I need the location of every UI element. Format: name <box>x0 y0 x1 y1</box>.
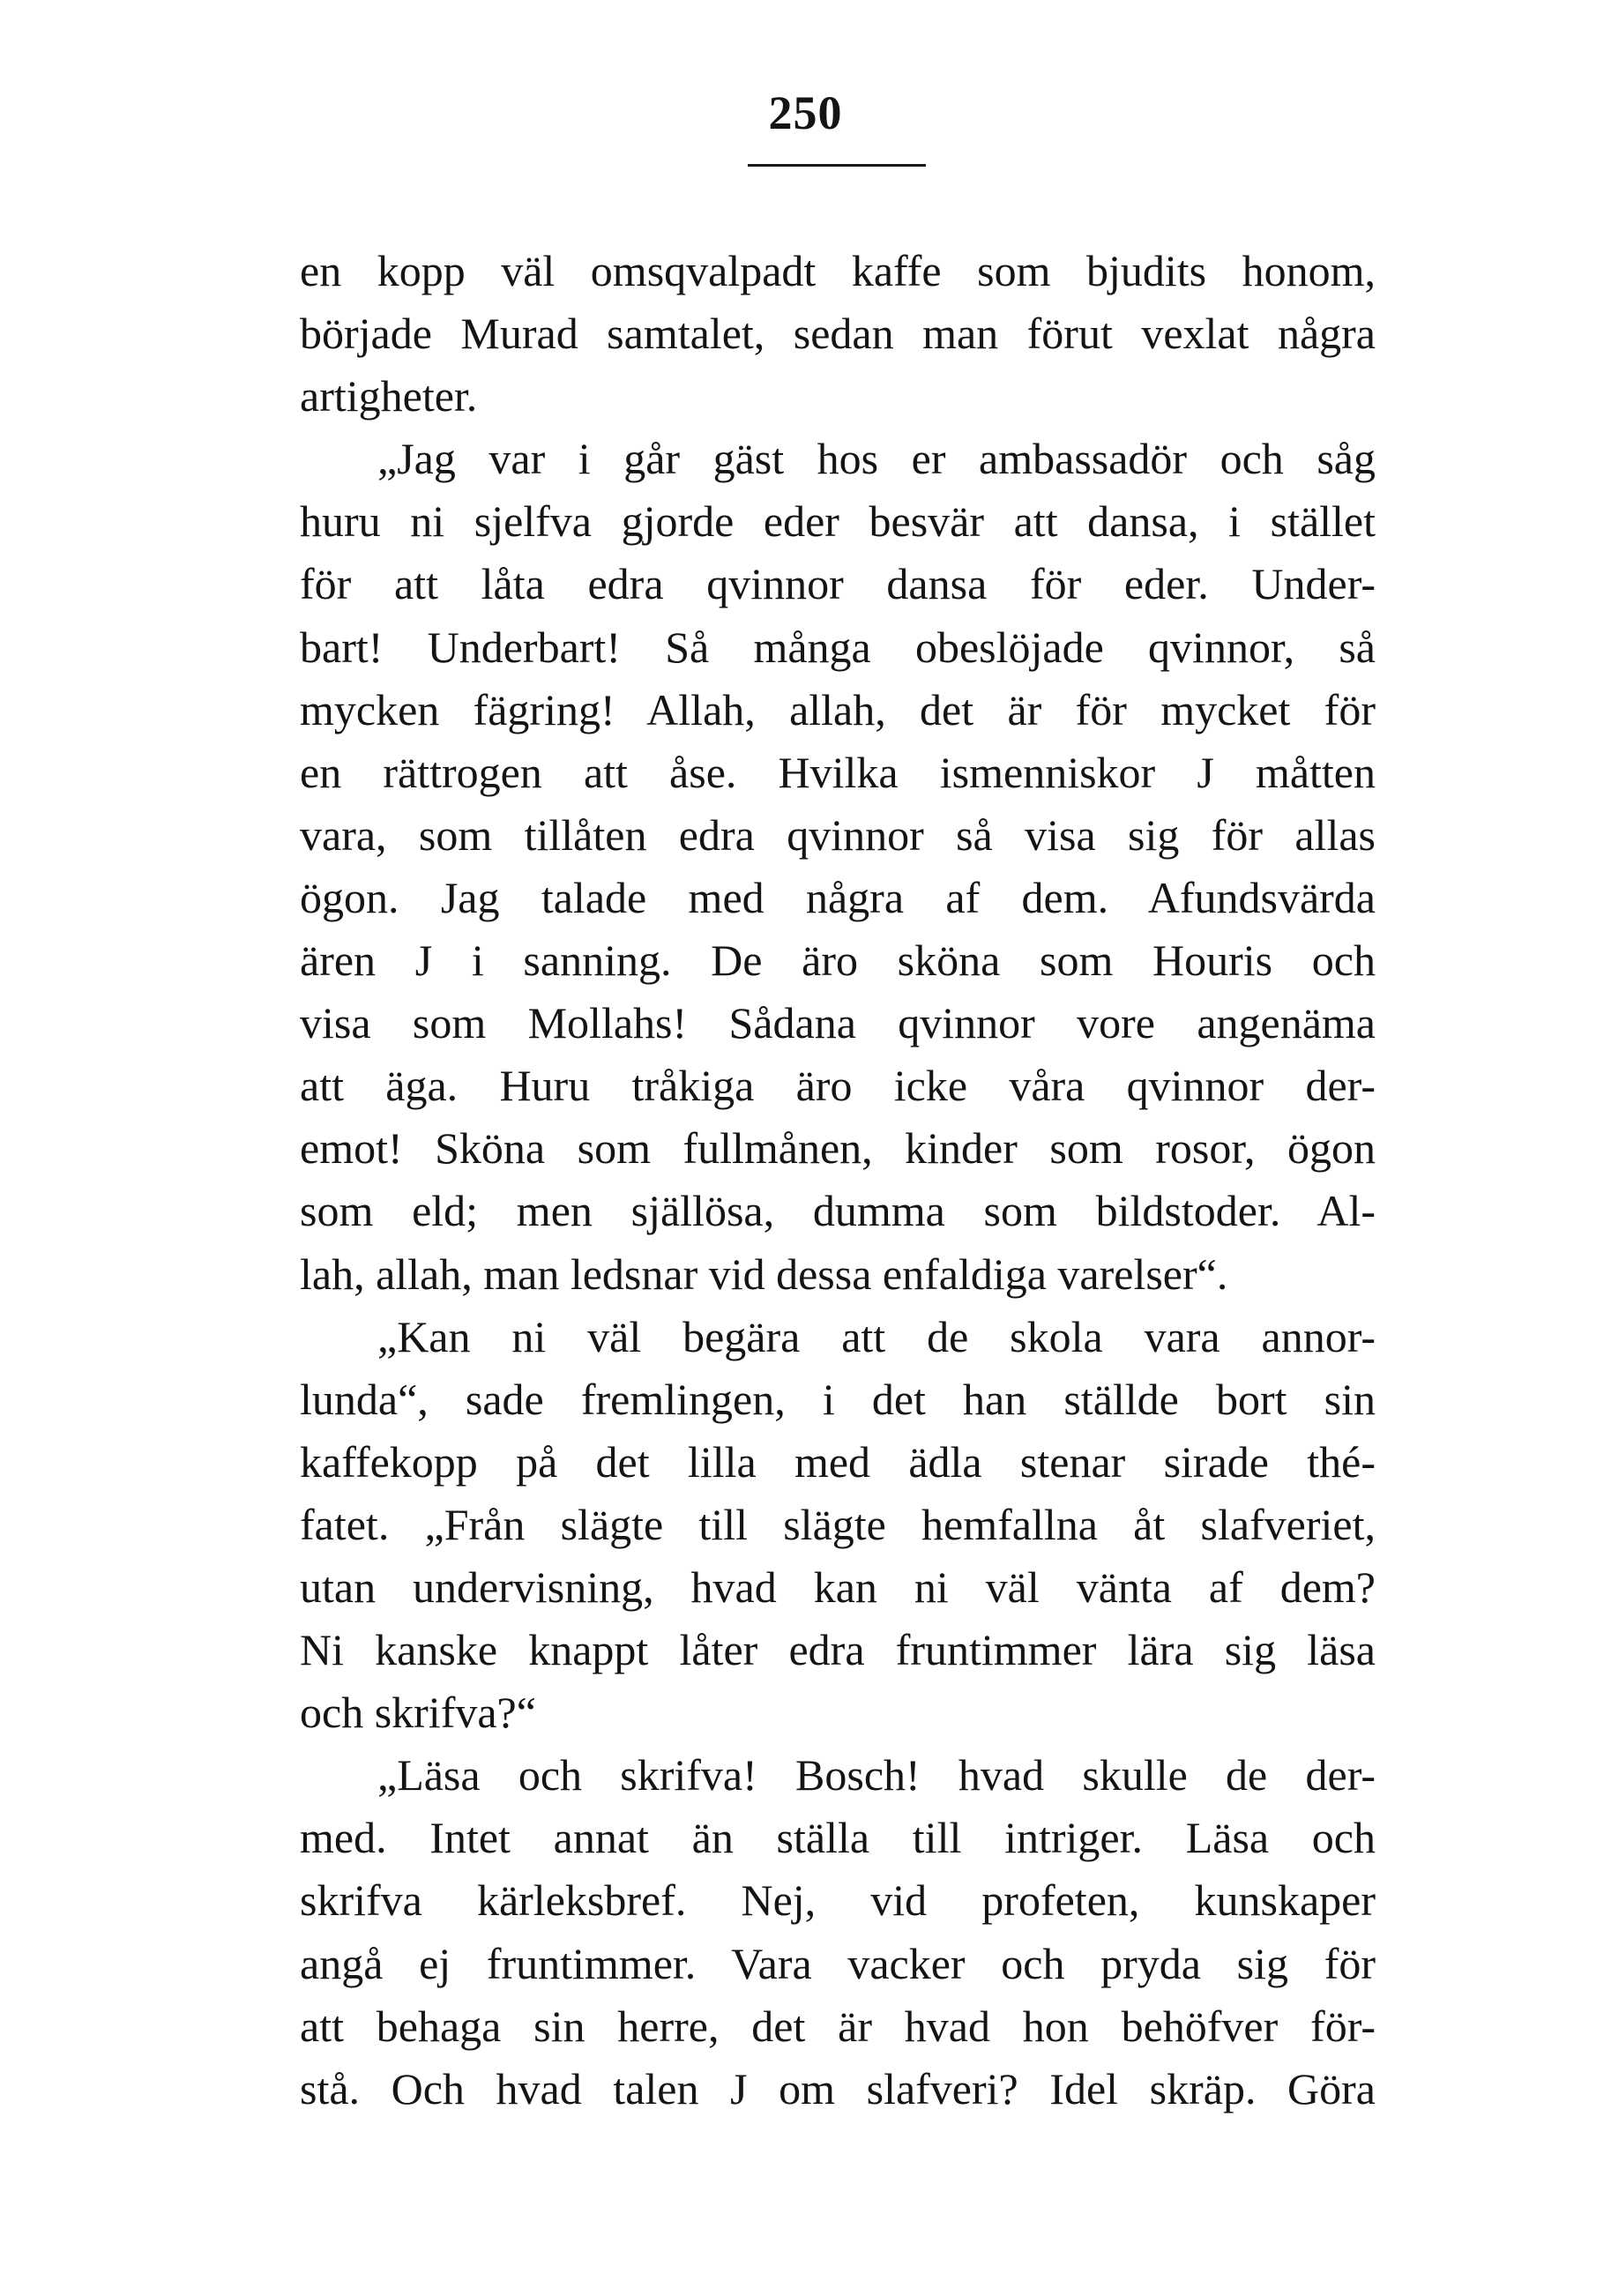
text-line: vara, som tillåten edra qvinnor så visa sig för allas <box>300 809 1376 860</box>
text-line: fatet. „Från slägte till slägte hemfallna åt slafveriet, <box>300 1499 1376 1549</box>
text-line: emot! Sköna som fullmånen, kinder som rosor, ögon <box>300 1123 1376 1174</box>
text-line: „Kan ni väl begära att de skola vara annor- <box>377 1311 1376 1361</box>
text-line: lah, allah, man ledsnar vid dessa enfaldiga varelser“. <box>300 1249 1228 1299</box>
text-line: att behaga sin herre, det är hvad hon behöfver för- <box>300 2001 1376 2051</box>
text-line: började Murad samtalet, sedan man förut vexlat några <box>300 309 1376 359</box>
text-line: utan undervisning, hvad kan ni väl vänta af dem? <box>300 1562 1376 1612</box>
text-line: och skrifva?“ <box>300 1688 536 1738</box>
text-line: „Jag var i går gäst hos er ambassadör och såg <box>377 434 1376 484</box>
text-line: „Läsa och skrifva! Bosch! hvad skulle de der- <box>377 1750 1376 1800</box>
text-line: ären J i sanning. De äro sköna som Houris och <box>300 936 1376 986</box>
text-line: visa som Mollahs! Sådana qvinnor vore angenäma <box>300 998 1376 1048</box>
text-line: mycken fägring! Allah, allah, det är för mycket för <box>300 684 1376 734</box>
text-line: kaffekopp på det lilla med ädla stenar sirade thé- <box>300 1436 1376 1487</box>
text-line: att äga. Huru tråkiga äro icke våra qvinnor der- <box>300 1061 1376 1111</box>
text-line: skrifva kärleksbref. Nej, vid profeten, kunskaper <box>300 1875 1376 1926</box>
header-rule <box>748 164 926 167</box>
body-text <box>300 240 1376 2121</box>
text-line: för att låta edra qvinnor dansa för eder. Under- <box>300 559 1376 609</box>
text-line: en kopp väl omsqvalpadt kaffe som bjudits honom, <box>300 246 1376 295</box>
page-number: 250 <box>768 86 843 139</box>
text-line: artigheter. <box>300 371 478 421</box>
text-line: en rättrogen att åse. Hvilka ismenniskor J måtten <box>300 747 1376 797</box>
text-line: lunda“, sade fremlingen, i det han ställde bort sin <box>300 1374 1376 1424</box>
text-line: som eld; men själlösa, dumma som bildstoder. Al- <box>300 1186 1376 1236</box>
text-line: stå. Och hvad talen J om slafveri? Idel skräp. Göra <box>300 2063 1376 2113</box>
text-line: med. Intet annat än ställa till intriger. Läsa och <box>300 1813 1376 1863</box>
text-line: angå ej fruntimmer. Vara vacker och pryda sig för <box>300 1938 1376 1988</box>
text-line: ögon. Jag talade med några af dem. Afundsvärda <box>300 872 1376 922</box>
text-line: bart! Underbart! Så många obeslöjade qvinnor, så <box>300 622 1376 672</box>
text-line: huru ni sjelfva gjorde eder besvär att dansa, i stället <box>300 496 1376 547</box>
text-line: Ni kanske knappt låter edra fruntimmer lära sig läsa <box>300 1625 1376 1675</box>
